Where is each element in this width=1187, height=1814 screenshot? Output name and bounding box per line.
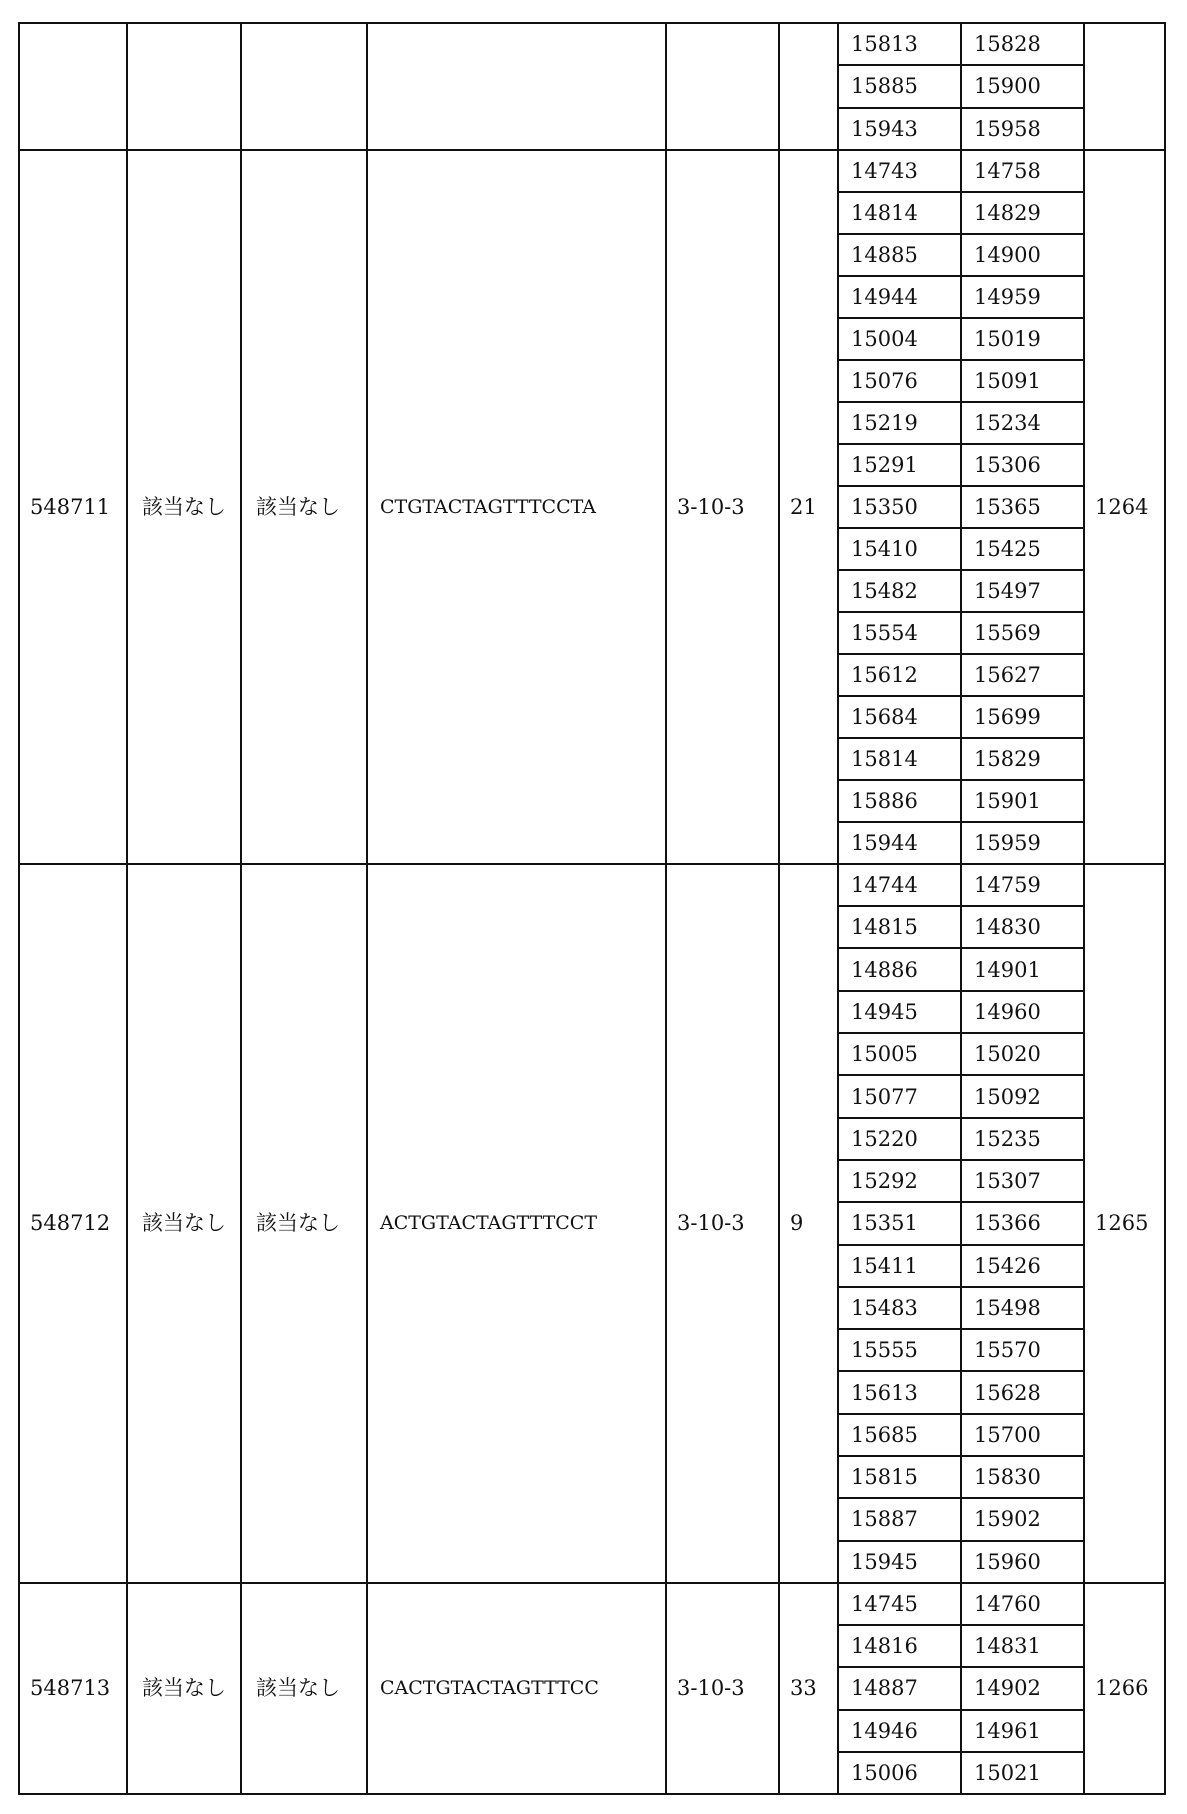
id-cell: 548713 bbox=[19, 1583, 127, 1794]
end-position-cell: 15498 bbox=[961, 1287, 1084, 1329]
count-cell: 33 bbox=[779, 1583, 838, 1794]
end-position-cell: 15306 bbox=[961, 444, 1084, 486]
end-position-cell: 15091 bbox=[961, 360, 1084, 402]
start-position-cell: 14886 bbox=[838, 948, 961, 990]
end-position-cell: 15900 bbox=[961, 65, 1084, 107]
end-position-cell: 14900 bbox=[961, 234, 1084, 276]
start-position-cell: 15220 bbox=[838, 1118, 961, 1160]
end-position-cell: 15958 bbox=[961, 108, 1084, 150]
start-position-cell: 15685 bbox=[838, 1414, 961, 1456]
table-row bbox=[19, 150, 1165, 192]
start-position-cell: 14944 bbox=[838, 276, 961, 318]
end-position-cell: 15020 bbox=[961, 1033, 1084, 1075]
start-position-cell: 14745 bbox=[838, 1583, 961, 1625]
start-position-cell: 15004 bbox=[838, 318, 961, 360]
end-position-cell: 15627 bbox=[961, 654, 1084, 696]
start-position-cell: 15219 bbox=[838, 402, 961, 444]
motif-cell bbox=[666, 23, 779, 150]
start-position-cell: 15885 bbox=[838, 65, 961, 107]
end-position-cell: 15092 bbox=[961, 1075, 1084, 1117]
sequence-cell: ACTGTACTAGTTTCCT bbox=[367, 864, 666, 1583]
start-position-cell: 15613 bbox=[838, 1371, 961, 1413]
end-position-cell: 15699 bbox=[961, 696, 1084, 738]
start-position-cell: 15292 bbox=[838, 1160, 961, 1202]
target-cell-1: 該当なし bbox=[127, 150, 241, 864]
table-row bbox=[19, 23, 1165, 65]
oligo-table bbox=[18, 22, 1166, 1795]
end-position-cell: 15700 bbox=[961, 1414, 1084, 1456]
seq-id-cell: 1264 bbox=[1084, 150, 1165, 864]
end-position-cell: 15019 bbox=[961, 318, 1084, 360]
target-cell-2 bbox=[241, 23, 367, 150]
start-position-cell: 15411 bbox=[838, 1245, 961, 1287]
start-position-cell: 14885 bbox=[838, 234, 961, 276]
start-position-cell: 15814 bbox=[838, 738, 961, 780]
start-position-cell: 15005 bbox=[838, 1033, 961, 1075]
start-position-cell: 14887 bbox=[838, 1667, 961, 1709]
count-cell: 21 bbox=[779, 150, 838, 864]
seq-id-cell: 1265 bbox=[1084, 864, 1165, 1583]
target-cell-1: 該当なし bbox=[127, 864, 241, 1583]
end-position-cell: 15234 bbox=[961, 402, 1084, 444]
start-position-cell: 14743 bbox=[838, 150, 961, 192]
start-position-cell: 14946 bbox=[838, 1710, 961, 1752]
end-position-cell: 15959 bbox=[961, 822, 1084, 864]
end-position-cell: 15901 bbox=[961, 780, 1084, 822]
start-position-cell: 15482 bbox=[838, 570, 961, 612]
count-cell bbox=[779, 23, 838, 150]
end-position-cell: 14830 bbox=[961, 906, 1084, 948]
start-position-cell: 15815 bbox=[838, 1456, 961, 1498]
start-position-cell: 15886 bbox=[838, 780, 961, 822]
table-row bbox=[19, 864, 1165, 906]
end-position-cell: 14901 bbox=[961, 948, 1084, 990]
motif-cell: 3-10-3 bbox=[666, 1583, 779, 1794]
end-position-cell: 15902 bbox=[961, 1498, 1084, 1540]
start-position-cell: 14814 bbox=[838, 192, 961, 234]
id-cell: 548712 bbox=[19, 864, 127, 1583]
start-position-cell: 15350 bbox=[838, 486, 961, 528]
end-position-cell: 14959 bbox=[961, 276, 1084, 318]
end-position-cell: 15830 bbox=[961, 1456, 1084, 1498]
start-position-cell: 15813 bbox=[838, 23, 961, 65]
seq-id-cell bbox=[1084, 23, 1165, 150]
end-position-cell: 14960 bbox=[961, 991, 1084, 1033]
start-position-cell: 15554 bbox=[838, 612, 961, 654]
start-position-cell: 14744 bbox=[838, 864, 961, 906]
seq-id-cell: 1266 bbox=[1084, 1583, 1165, 1794]
start-position-cell: 15945 bbox=[838, 1541, 961, 1583]
start-position-cell: 15006 bbox=[838, 1752, 961, 1794]
motif-cell: 3-10-3 bbox=[666, 150, 779, 864]
start-position-cell: 14816 bbox=[838, 1625, 961, 1667]
end-position-cell: 14961 bbox=[961, 1710, 1084, 1752]
end-position-cell: 15569 bbox=[961, 612, 1084, 654]
end-position-cell: 14760 bbox=[961, 1583, 1084, 1625]
end-position-cell: 15366 bbox=[961, 1202, 1084, 1244]
start-position-cell: 14945 bbox=[838, 991, 961, 1033]
end-position-cell: 15365 bbox=[961, 486, 1084, 528]
end-position-cell: 14829 bbox=[961, 192, 1084, 234]
end-position-cell: 15497 bbox=[961, 570, 1084, 612]
sequence-cell: CTGTACTAGTTTCCTA bbox=[367, 150, 666, 864]
start-position-cell: 15944 bbox=[838, 822, 961, 864]
target-cell-2: 該当なし bbox=[241, 150, 367, 864]
target-cell-1: 該当なし bbox=[127, 1583, 241, 1794]
start-position-cell: 15943 bbox=[838, 108, 961, 150]
start-position-cell: 15684 bbox=[838, 696, 961, 738]
end-position-cell: 14902 bbox=[961, 1667, 1084, 1709]
end-position-cell: 15426 bbox=[961, 1245, 1084, 1287]
end-position-cell: 14759 bbox=[961, 864, 1084, 906]
start-position-cell: 14815 bbox=[838, 906, 961, 948]
end-position-cell: 15307 bbox=[961, 1160, 1084, 1202]
end-position-cell: 15960 bbox=[961, 1541, 1084, 1583]
start-position-cell: 15555 bbox=[838, 1329, 961, 1371]
end-position-cell: 15021 bbox=[961, 1752, 1084, 1794]
target-cell-1 bbox=[127, 23, 241, 150]
end-position-cell: 15828 bbox=[961, 23, 1084, 65]
start-position-cell: 15483 bbox=[838, 1287, 961, 1329]
end-position-cell: 14831 bbox=[961, 1625, 1084, 1667]
end-position-cell: 15570 bbox=[961, 1329, 1084, 1371]
end-position-cell: 15829 bbox=[961, 738, 1084, 780]
count-cell: 9 bbox=[779, 864, 838, 1583]
end-position-cell: 15628 bbox=[961, 1371, 1084, 1413]
start-position-cell: 15291 bbox=[838, 444, 961, 486]
target-cell-2: 該当なし bbox=[241, 1583, 367, 1794]
end-position-cell: 14758 bbox=[961, 150, 1084, 192]
target-cell-2: 該当なし bbox=[241, 864, 367, 1583]
id-cell: 548711 bbox=[19, 150, 127, 864]
start-position-cell: 15077 bbox=[838, 1075, 961, 1117]
start-position-cell: 15887 bbox=[838, 1498, 961, 1540]
id-cell bbox=[19, 23, 127, 150]
motif-cell: 3-10-3 bbox=[666, 864, 779, 1583]
end-position-cell: 15235 bbox=[961, 1118, 1084, 1160]
start-position-cell: 15410 bbox=[838, 528, 961, 570]
end-position-cell: 15425 bbox=[961, 528, 1084, 570]
start-position-cell: 15612 bbox=[838, 654, 961, 696]
sequence-cell bbox=[367, 23, 666, 150]
start-position-cell: 15076 bbox=[838, 360, 961, 402]
sequence-cell: CACTGTACTAGTTTCC bbox=[367, 1583, 666, 1794]
table-row bbox=[19, 1583, 1165, 1625]
start-position-cell: 15351 bbox=[838, 1202, 961, 1244]
